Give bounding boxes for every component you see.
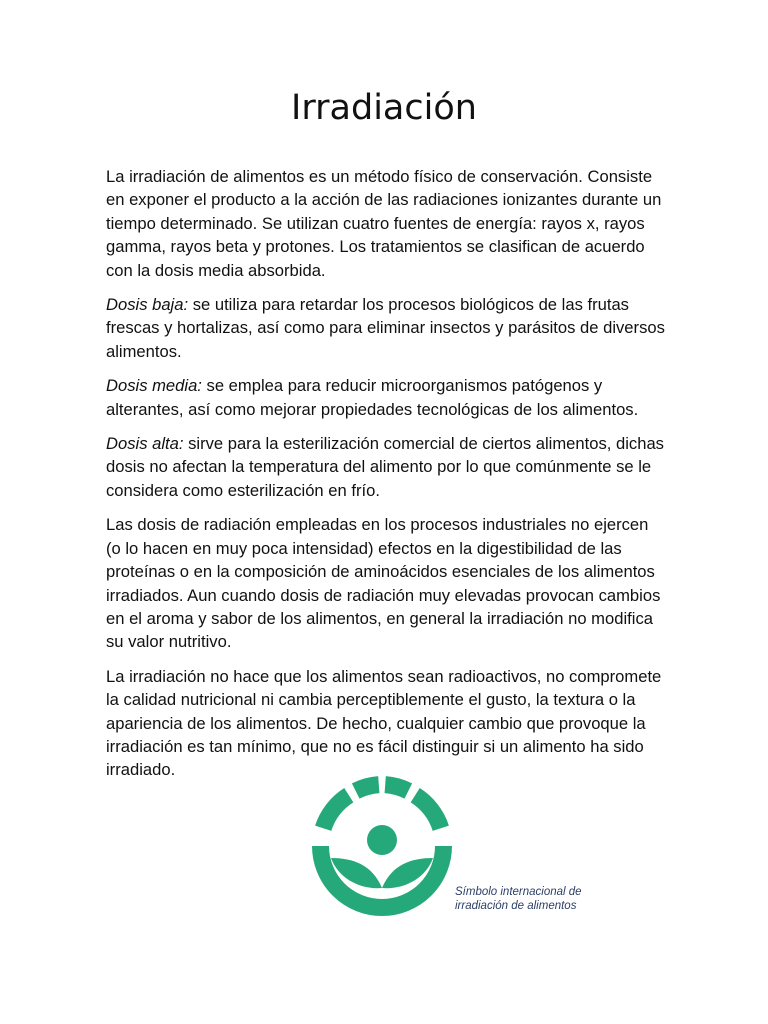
paragraph-intro: [106, 165, 666, 282]
paragraph-term: Dosis baja:: [106, 295, 189, 315]
paragraph-text: sirve para la esterilización comercial de ciertos alimentos, dichas dosis no afectan la temperatura del alimento por lo que comúnmente se le considera como esterilización en frío.: [106, 434, 664, 500]
paragraph-dosis-baja: [106, 293, 666, 363]
paragraph-radioactivos: [106, 665, 666, 782]
paragraph-dosis-media: [106, 374, 666, 421]
caption-line: Símbolo internacional de: [455, 886, 582, 898]
paragraph-efectos: [106, 513, 666, 653]
paragraph-text: La irradiación no hace que los alimentos sean radioactivos, no compromete la calidad nutricional ni cambia perceptiblemente el gusto, la textura o la apariencia de los alimentos. De hecho, cualquier cambio que provoque la irradiación es tan mínimo, que no es fácil distinguir si un alimento ha sido irradiado.: [106, 666, 662, 780]
paragraph-text: se utiliza para retardar los procesos biológicos de las frutas frescas y hortalizas, así como para eliminar insectos y parásitos de diversos alimentos.: [106, 295, 665, 361]
radura-symbol-icon: [312, 776, 452, 916]
paragraph-term: Dosis media:: [106, 376, 202, 396]
paragraph-text: se emplea para reducir microorganismos patógenos y alterantes, así como mejorar propiedades tecnológicas de los alimentos.: [106, 376, 639, 419]
caption-line: irradiación de alimentos: [455, 900, 577, 912]
figure-caption: [455, 885, 615, 913]
paragraph-text: La irradiación de alimentos es un método físico de conservación. Consiste en exponer el producto a la acción de las radiaciones ionizantes durante un tiempo determinado. Se utilizan cuatro fuentes de energía: rayos x, rayos gamma, rayos beta y protones. Los tratamientos se clasifican de acuerdo con la dosis media absorbida.: [106, 167, 662, 280]
paragraph-dosis-alta: [106, 432, 666, 502]
page-title: Irradiación: [291, 88, 477, 128]
paragraph-term: Dosis alta:: [106, 434, 184, 454]
paragraph-text: Las dosis de radiación empleadas en los procesos industriales no ejercen (o lo hacen en muy poca intensidad) efectos en la digestibilidad de las proteínas o en la composición de aminoácidos esenciales de los alimentos irradiados. Aun cuando dosis de radiación muy elevadas provocan cambios en el aroma y sabor de los alimentos, en general la irradiación no modifica su valor nutritivo.: [106, 515, 661, 652]
document-body: [106, 165, 666, 793]
radura-dot: [367, 825, 397, 855]
